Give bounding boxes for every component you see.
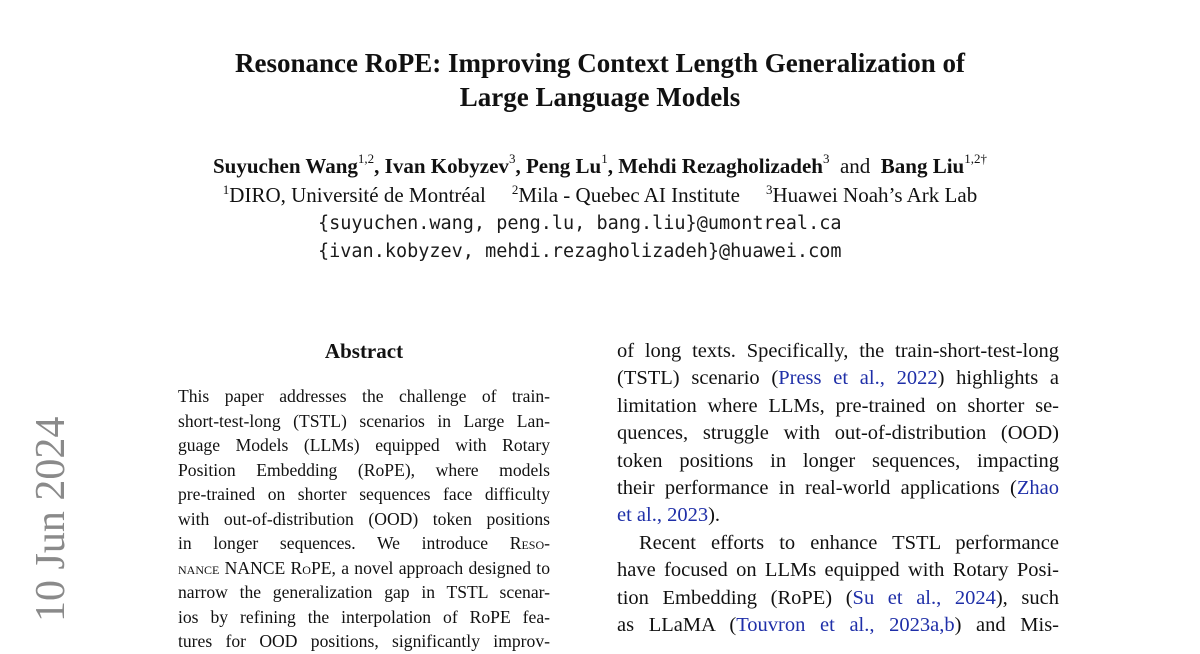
citation-link[interactable]: Touvron et al., 2023a,b [736,613,955,636]
author-affil-sup: 1,2 [357,151,375,166]
citation-link[interactable]: et al., 2023 [617,504,709,527]
abstract-line: guage Models (LLMs) equipped with Rotary [178,435,550,455]
affiliation: Mila - Quebec AI Institute [518,183,740,207]
body-line: of long texts. Specifically, the train-short-test-long [617,340,1059,362]
abstract-line: This paper addresses the challenge of train- [178,386,550,406]
affil-sup: 3 [766,182,773,197]
body-line: as LLaMA (Touvron et al., 2023a,b) and Mis- [617,613,1060,636]
paper-title-line-2: Large Language Models [459,82,741,112]
abstract-line: with out-of-distribution (OOD) token positions [178,508,550,529]
body-line: tion Embedding (RoPE) (Su et al., 2024), such [617,586,1059,609]
citation-link[interactable]: Su et al., 2024 [852,586,996,609]
abstract-line: short-test-long (TSTL) scenarios in Large Lan- [178,410,550,431]
author-name: Bang Liu [880,154,965,178]
abstract-line: pre-trained on shorter sequences face difficulty [178,484,550,504]
affil-sup: 2 [511,182,519,197]
author-affil-sup: 3 [508,151,516,166]
affiliation: DIRO, Université de Montréal [229,183,486,207]
body-line: limitation where LLMs, pre-trained on shorter se- [617,394,1059,417]
intro-column [617,338,1059,639]
author-email: {suyuchen.wang, peng.lu, bang.liu}@umontreal.ca [318,213,842,234]
abstract-heading: Abstract [324,339,404,363]
body-line: token positions in longer sequences, impacting [617,449,1059,472]
affiliation-list [0,181,1200,209]
author-name: Suyuchen Wang [212,154,358,178]
authors-and: and [839,154,871,178]
body-line: quences, struggle with out-of-distribution (OOD) [617,422,1059,445]
citation-link[interactable]: Press et al., 2022 [778,367,938,390]
author-name: Mehdi Rezagholizadeh [618,154,823,178]
body-line: et al., 2023). [617,504,721,527]
author-affil-sup: 1,2† [964,151,987,166]
abstract-line: Position Embedding (RoPE), where models [178,459,550,480]
abstract-body [178,384,550,654]
paper-title [0,46,1200,114]
body-line: their performance in real-world applications (Zhao [617,476,1059,499]
abstract-line: in longer sequences. We introduce Reso- [178,533,550,553]
arxiv-date-stamp: 10 Jun 2024 [28,416,74,622]
author-name: Ivan Kobyzev [384,154,509,178]
abstract-line: nance NANCE RoPE, a novel approach designed to [178,557,550,578]
body-line: have focused on LLMs equipped with Rotary Posi- [617,559,1059,582]
author-name: Peng Lu [525,154,602,178]
author-email: {ivan.kobyzev, mehdi.rezagholizadeh}@huawei.com [318,241,842,262]
author-affil-sup: 1 [601,151,608,166]
author-list: Suyuchen Wang$^{1,2}$, Ivan Kobyzev$^3$, Peng Lu$^1$, Mehdi Rezagholizadeh$^3$ and Bang Liu$^{1,2\dagger}$ [212,151,987,178]
abstract-line: tures for OOD positions, significantly improv- [178,631,550,651]
affiliation: Huawei Noah’s Ark Lab [772,183,978,207]
author-affil-sup: 3 [822,151,830,166]
affil-sup: 1 [222,182,230,197]
abstract-line: ios by refining the interpolation of RoPE fea- [178,606,550,627]
paper-title-line-1: Resonance RoPE: Improving Context Length Generalization of [235,48,965,78]
citation-link[interactable]: Zhao [1016,476,1059,499]
body-line: (TSTL) scenario (Press et al., 2022) highlights a [617,367,1060,390]
body-line: Recent efforts to enhance TSTL performance [639,531,1059,554]
abstract-line: narrow the generalization gap in TSTL scenar- [178,582,550,602]
